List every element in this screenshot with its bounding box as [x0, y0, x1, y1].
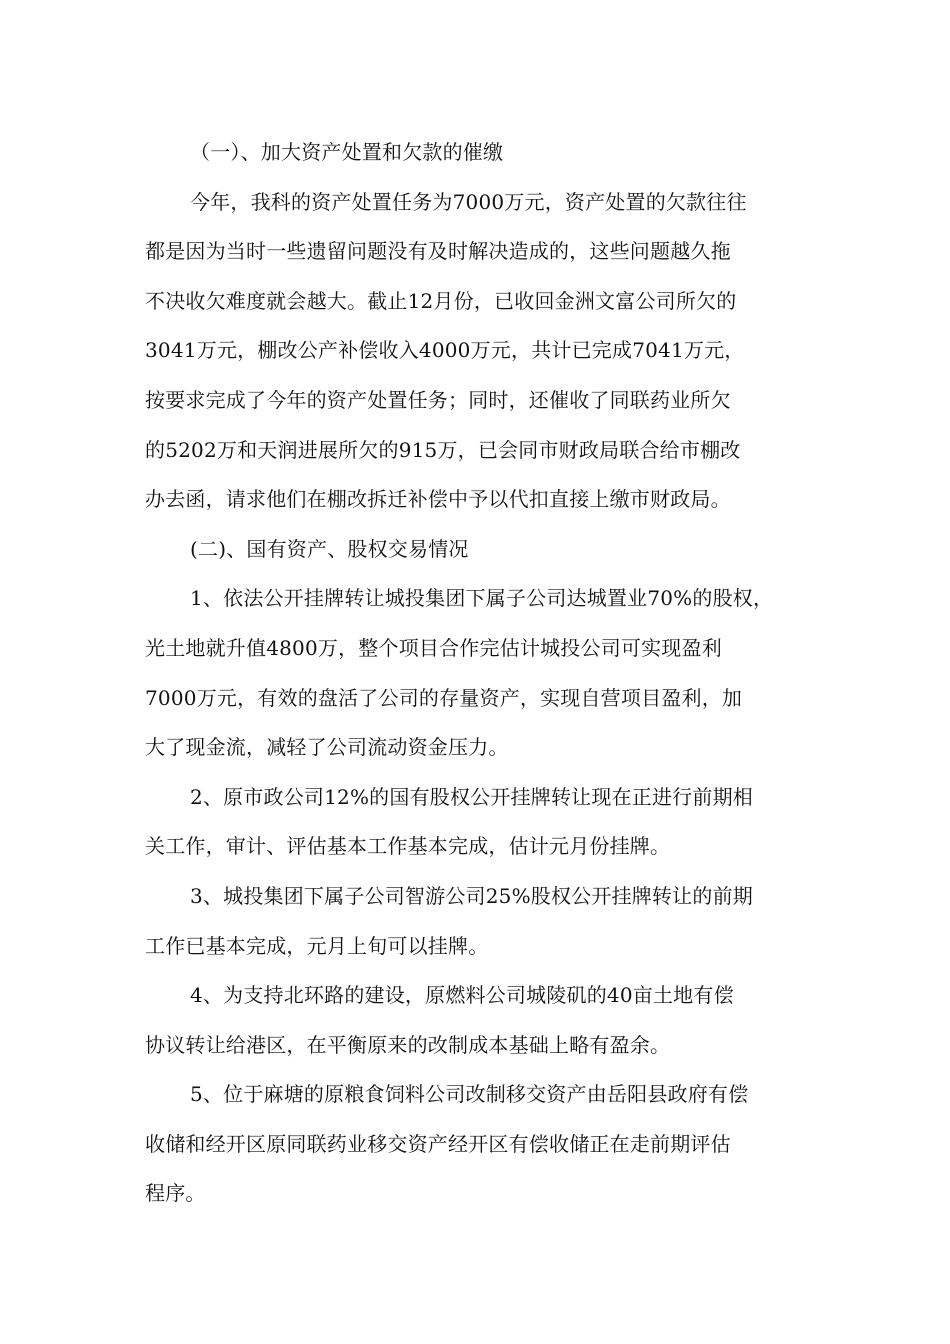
list-item-line: 3、城投集团下属子公司智游公司25%股权公开挂牌转让的前期: [190, 883, 753, 908]
section-heading-1: （一）、加大资产处置和欠款的催缴: [190, 140, 504, 164]
paragraph-line: 都是因为当时一些遗留问题没有及时解决造成的，这些问题越久拖: [145, 239, 731, 264]
list-item-line: 收储和经开区原同联药业移交资产经开区有偿收储正在走前期评估: [145, 1131, 731, 1156]
list-item-line: 4、为支持北环路的建设，原燃料公司城陵矶的40亩土地有偿: [190, 983, 734, 1008]
list-item-line: 协议转让给港区，在平衡原来的改制成本基础上略有盈余。: [145, 1032, 671, 1057]
list-item-line: 关工作，审计、评估基本工作基本完成，估计元月份挂牌。: [145, 834, 671, 859]
list-item-line: 大了现金流，减轻了公司流动资金压力。: [145, 735, 509, 760]
paragraph-line: 办去函，请求他们在棚改拆迁补偿中予以代扣直接上缴市财政局。: [145, 487, 731, 512]
list-item-line: 7000万元，有效的盘活了公司的存量资产，实现自营项目盈利，加: [145, 685, 743, 710]
paragraph-line: 不决收欠难度就会越大。截止12月份，已收回金洲文富公司所欠的: [145, 288, 737, 313]
list-item-line: 1、依法公开挂牌转让城投集团下属子公司达城置业70%的股权，: [190, 586, 774, 611]
list-item-line: 工作已基本完成，元月上旬可以挂牌。: [145, 933, 489, 958]
paragraph-line: 按要求完成了今年的资产处置任务；同时，还催收了同联药业所欠: [145, 387, 731, 412]
list-item-line: 2、原市政公司12%的国有股权公开挂牌转让现在正进行前期相: [190, 784, 753, 809]
paragraph-line: 今年，我科的资产处置任务为7000万元，资产处置的欠款往往: [190, 189, 747, 214]
section-heading-2: (二)、国有资产、股权交易情况: [190, 536, 469, 561]
list-item-line: 光土地就升值4800万，整个项目合作完估计城投公司可实现盈利: [145, 635, 722, 660]
document-body: [145, 128, 810, 1219]
list-item-line: 5、位于麻塘的原粮食饲料公司改制移交资产由岳阳县政府有偿: [190, 1082, 749, 1107]
paragraph-line: 的5202万和天润进展所欠的915万，已会同市财政局联合给市棚改: [145, 437, 741, 462]
paragraph-line: 3041万元，棚改公产补偿收入4000万元，共计已完成7041万元，: [145, 338, 745, 363]
list-item-line: 程序。: [145, 1181, 206, 1206]
